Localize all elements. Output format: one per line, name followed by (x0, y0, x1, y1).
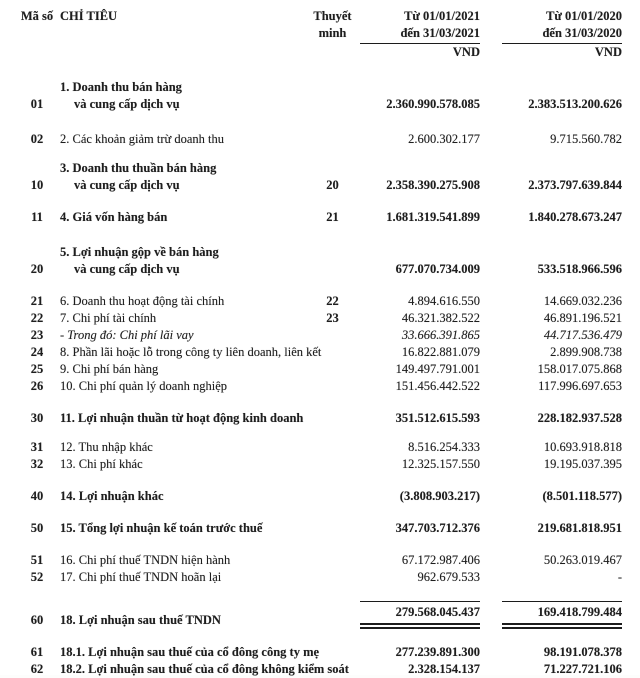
row-value-prior-period: 228.182.937.528 (537, 411, 622, 425)
row-value-prior-period: 219.681.818.951 (537, 521, 622, 535)
row-code: 60 (30, 613, 44, 627)
row-value-current-period: 347.703.712.376 (395, 521, 480, 535)
row-item-label (54, 209, 305, 226)
row-item-line1: 16. Chi phí thuế TNDN hiện hành (60, 553, 231, 567)
row-item-line1: 13. Chi phí khác (60, 457, 143, 471)
row-code: 10 (30, 178, 44, 192)
row-item-line1: 7. Chi phí tài chính (60, 311, 157, 325)
row-value-prior-period: 533.518.966.596 (537, 262, 622, 276)
row-item-line1: 6. Doanh thu hoạt động tài chính (60, 294, 225, 308)
row-item-label (54, 79, 305, 113)
row-item-label (54, 310, 305, 327)
row-value-current-period: 46.321.382.522 (401, 311, 480, 325)
period-2021-from: Từ 01/01/2021 (404, 9, 480, 23)
row-value-current-period: 1.681.319.541.899 (386, 210, 480, 224)
row-code: 24 (30, 345, 44, 359)
column-header-period-2021 (360, 8, 480, 61)
row-code: 22 (30, 311, 44, 325)
row-value-prior-period: 10.693.918.818 (543, 440, 622, 454)
row-item-line1: 15. Tổng lợi nhuận kế toán trước thuế (60, 521, 263, 535)
row-item-line1: 4. Giá vốn hàng bán (60, 210, 168, 224)
currency-label-2021: VND (452, 45, 480, 59)
row-note-ref: 23 (326, 311, 339, 325)
row-value-prior-period: 169.418.799.484 (502, 601, 622, 629)
row-item-label (54, 378, 305, 395)
row-note-ref: 20 (326, 178, 339, 192)
table-row (0, 569, 640, 586)
row-item-label (54, 293, 305, 310)
table-row (0, 131, 640, 148)
row-item-label (54, 361, 305, 378)
row-value-current-period: 16.822.881.079 (401, 345, 480, 359)
column-header-item: CHỈ TIÊU (60, 9, 118, 23)
row-value-current-period: 67.172.987.406 (401, 553, 480, 567)
row-item-line1: 1. Doanh thu bán hàng (60, 80, 182, 94)
table-row (0, 310, 640, 327)
statement-rows (0, 79, 640, 678)
row-value-prior-period: 1.840.278.673.247 (528, 210, 622, 224)
table-row (0, 209, 640, 226)
row-code: 40 (30, 489, 44, 503)
row-item-label (54, 344, 322, 361)
period-2021-to: đến 31/03/2021 (360, 25, 480, 44)
row-value-current-period: 4.894.616.550 (408, 294, 480, 308)
row-value-prior-period: 117.996.697.653 (538, 379, 622, 393)
table-row (0, 456, 640, 473)
table-row (0, 661, 640, 678)
row-item-line1: 18.2. Lợi nhuận sau thuế của cổ đông không kiểm soát (60, 662, 349, 676)
row-value-current-period: 351.512.615.593 (395, 411, 480, 425)
row-item-line2: và cung cấp dịch vụ (74, 178, 180, 192)
row-value-prior-period: 50.263.019.467 (543, 553, 622, 567)
row-code: 20 (30, 262, 44, 276)
row-item-label (54, 160, 305, 194)
row-item-label (54, 327, 305, 344)
row-value-current-period: 2.358.390.275.908 (386, 178, 480, 192)
row-item-line1: 9. Chi phí bán hàng (60, 362, 159, 376)
column-header-note-line1: Thuyết (313, 9, 352, 23)
row-code: 30 (30, 411, 44, 425)
row-code: 02 (30, 132, 44, 146)
row-code: 01 (30, 97, 44, 111)
row-value-prior-period: 9.715.560.782 (550, 132, 622, 146)
table-header (0, 8, 640, 61)
table-row (0, 244, 640, 278)
row-item-label (54, 569, 305, 586)
row-value-current-period: 2.600.302.177 (408, 132, 480, 146)
table-row (0, 293, 640, 310)
table-row (0, 552, 640, 569)
row-code: 50 (30, 521, 44, 535)
row-value-prior-period: 19.195.037.395 (543, 457, 622, 471)
row-code: 23 (30, 328, 44, 342)
row-item-line1: 3. Doanh thu thuần bán hàng (60, 161, 217, 175)
row-value-prior-period: 2.373.797.639.844 (528, 178, 622, 192)
row-value-current-period: 149.497.791.001 (395, 362, 480, 376)
row-item-label (54, 131, 305, 148)
row-code: 62 (30, 662, 44, 676)
table-row (0, 361, 640, 378)
row-item-label (54, 488, 305, 505)
row-code: 11 (31, 210, 43, 224)
period-2020-to: đến 31/03/2020 (502, 25, 622, 44)
row-code: 51 (30, 553, 44, 567)
row-value-current-period: 962.679.533 (417, 570, 480, 584)
row-value-current-period: 151.456.442.522 (395, 379, 480, 393)
row-code: 61 (30, 645, 44, 659)
row-value-prior-period: 46.891.196.521 (543, 311, 622, 325)
row-value-prior-period: 2.899.908.738 (550, 345, 622, 359)
table-row (0, 160, 640, 194)
row-value-current-period: 2.360.990.578.085 (386, 97, 480, 111)
row-item-label (54, 244, 305, 278)
row-value-prior-period: 98.191.078.378 (543, 645, 622, 659)
row-item-label (54, 552, 305, 569)
row-value-prior-period: 14.669.032.236 (543, 294, 622, 308)
row-code: 26 (30, 379, 44, 393)
table-row (0, 520, 640, 537)
row-value-prior-period: (8.501.118.577) (542, 489, 622, 503)
row-note-ref: 21 (326, 210, 339, 224)
row-item-line1: - Trong đó: Chi phí lãi vay (60, 328, 194, 342)
period-2020-from: Từ 01/01/2020 (546, 9, 622, 23)
row-item-line1: 12. Thu nhập khác (60, 440, 153, 454)
row-item-line1: 2. Các khoản giảm trừ doanh thu (60, 132, 225, 146)
row-item-label (54, 456, 305, 473)
row-value-current-period: 33.666.391.865 (401, 328, 480, 342)
row-value-current-period: (3.808.903.217) (399, 489, 480, 503)
row-item-label (54, 644, 320, 661)
row-item-line1: 5. Lợi nhuận gộp về bán hàng (60, 245, 219, 259)
table-row (0, 378, 640, 395)
row-item-label (54, 410, 305, 427)
table-row (0, 488, 640, 505)
table-row (0, 410, 640, 427)
row-value-prior-period: 71.227.721.106 (543, 662, 622, 676)
table-row (0, 644, 640, 661)
row-item-line1: 17. Chi phí thuế TNDN hoãn lại (60, 570, 222, 584)
column-header-note-line2: minh (318, 26, 347, 40)
column-header-period-2020 (502, 8, 622, 61)
row-item-line1: 18. Lợi nhuận sau thuế TNDN (60, 613, 221, 627)
row-value-prior-period: - (617, 570, 622, 584)
row-code: 25 (30, 362, 44, 376)
row-code: 32 (30, 457, 44, 471)
row-value-prior-period: 158.017.075.868 (537, 362, 622, 376)
table-row (0, 344, 640, 361)
row-item-line2: và cung cấp dịch vụ (74, 262, 180, 276)
currency-label-2020: VND (594, 45, 622, 59)
row-item-line1: 14. Lợi nhuận khác (60, 489, 164, 503)
row-value-current-period: 2.328.154.137 (408, 662, 480, 676)
column-header-code: Mã số (20, 9, 54, 23)
row-value-current-period: 12.325.157.550 (401, 457, 480, 471)
row-item-line2: và cung cấp dịch vụ (74, 97, 180, 111)
row-item-line1: 8. Phần lãi hoặc lỗ trong công ty liên doanh, liên kết (60, 345, 322, 359)
row-note-ref: 22 (326, 294, 339, 308)
row-code: 52 (30, 570, 44, 584)
row-item-label (54, 439, 305, 456)
table-row (0, 439, 640, 456)
row-item-line1: 11. Lợi nhuận thuần từ hoạt động kinh doanh (60, 411, 304, 425)
row-value-current-period: 277.239.891.300 (395, 645, 480, 659)
row-value-current-period: 279.568.045.437 (360, 601, 480, 629)
row-item-line1: 10. Chi phí quản lý doanh nghiệp (60, 379, 227, 393)
row-value-prior-period: 2.383.513.200.626 (528, 97, 622, 111)
row-item-label (54, 612, 305, 629)
row-value-current-period: 677.070.734.009 (395, 262, 480, 276)
column-header-note (305, 8, 360, 42)
row-item-label (54, 520, 305, 537)
row-code: 31 (30, 440, 44, 454)
row-item-label (54, 661, 349, 678)
table-row (0, 601, 640, 629)
row-value-prior-period: 44.717.536.479 (543, 328, 622, 342)
table-row (0, 327, 640, 344)
row-value-current-period: 8.516.254.333 (408, 440, 480, 454)
table-row (0, 79, 640, 113)
row-code: 21 (30, 294, 44, 308)
row-item-line1: 18.1. Lợi nhuận sau thuế của cổ đông công ty mẹ (60, 645, 320, 659)
